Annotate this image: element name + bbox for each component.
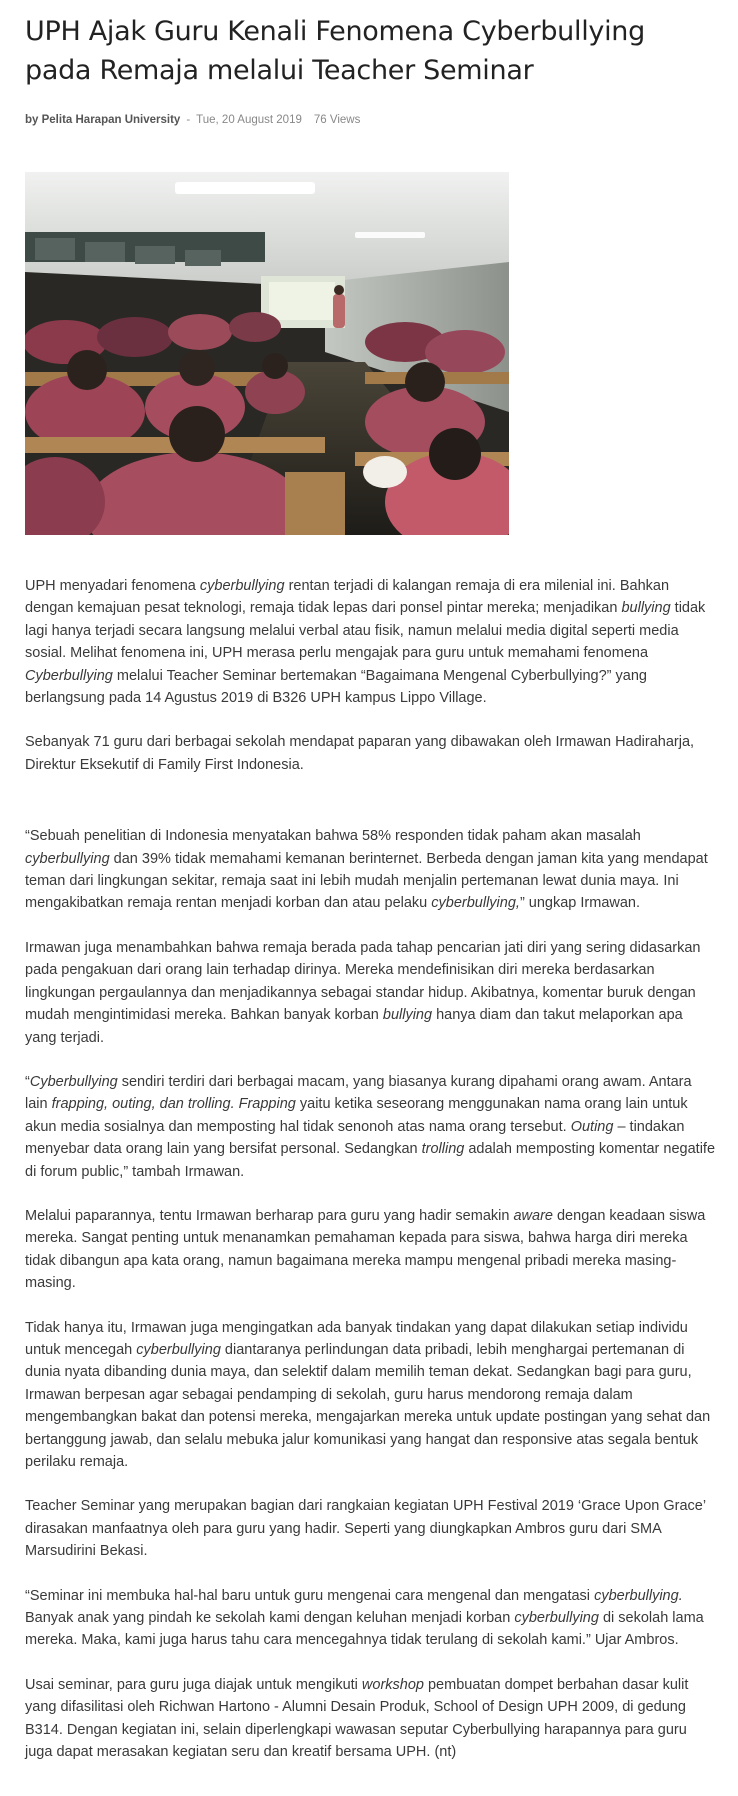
article-body (25, 575, 717, 1763)
paragraph: Teacher Seminar yang merupakan bagian dari rangkaian kegiatan UPH Festival 2019 ‘Grace Upon Grace’ dirasakan manfaatnya oleh para guru yang hadir. Seperti yang diungkapkan Ambros guru dari SMA Marsudirini Bekasi. (25, 1498, 706, 1560)
paragraph: “Sebuah penelitian di Indonesia menyatakan bahwa 58% responden tidak paham akan masalah cyberbullying dan 39% tidak memahami kemanan berinternet. Berbeda dengan jaman kita yang mendapat teman dari lingkungan sekitar, remaja saat ini lebih mudah menjalin pertemanan lewat dunia maya. Ini mengakibatkan remaja rentan menjadi korban dan atau pelaku cyberbullying,” ungkap Irmawan. (25, 828, 708, 912)
paragraph: Tidak hanya itu, Irmawan juga mengingatkan ada banyak tindakan yang dapat dilakukan setiap individu untuk mencegah cyberbullying diantaranya perlindungan data pribadi, lebih menghargai pertemanan di dunia nyata dibanding dunia maya, dan selektif dalam memilih teman dekat. Sedangkan bagi para guru, Irmawan berpesan agar sebagai pendamping di sekolah, guru harus mendorong remaja dalam mengembangkan bakat dan potensi mereka, mengajarkan mereka untuk update postingan yang sehat dan bertanggung jawab, dan selalu mebuka jalur komunikasi yang hangat dan responsive atas segala bentuk perilaku remaja. (25, 1319, 711, 1470)
publish-date: Tue, 20 August 2019 (196, 114, 302, 126)
article-title: UPH Ajak Guru Kenali Fenomena Cyberbullying pada Remaja melalui Teacher Seminar (25, 16, 645, 86)
paragraph: Melalui paparannya, tentu Irmawan berharap para guru yang hadir semakin aware dengan keadaan siswa mereka. Sangat penting untuk menanamkan pemahaman kepada para siswa, bahwa harga diri mereka tidak dibangun apa kata orang, namun bagaimana mereka mampu mengenal pribadi mereka masing-masing. (25, 1207, 706, 1292)
paragraph: “Seminar ini membuka hal-hal baru untuk guru mengenai cara mengenal dan mengatasi cyberbullying. Banyak anak yang pindah ke sekolah kami dengan keluhan menjadi korban cyberbullying di sekolah lama mereka. Maka, kami juga harus tahu cara mencegahnya tidak terulang di sekolah kami.” Ujar Ambros. (25, 1587, 704, 1649)
view-count: 76 Views (313, 114, 361, 126)
paragraph: Usai seminar, para guru juga diajak untuk mengikuti workshop pembuatan dompet berbahan dasar kulit yang difasilitasi oleh Richwan Hartono - Alumni Desain Produk, School of Design UPH 2009, di gedung B314. Dengan kegiatan ini, selain diperlengkapi wawasan seputar Cyberbullying harapannya para guru juga dapat merasakan kegiatan seru dan kreatif bersama UPH. (nt) (25, 1676, 689, 1761)
author-link[interactable]: by Pelita Harapan University (25, 114, 181, 126)
paragraph: Irmawan juga menambahkan bahwa remaja berada pada tahap pencarian jati diri yang sering didasarkan pada pengakuan dari orang lain terhadap dirinya. Mereka mendefinisikan diri mereka berdasarkan lingkungan pergaulannya dan menjadikannya sebagai standar hidup. Akibatnya, komentar buruk dengan mudah mengintimidasi mereka. Bahkan banyak korban bullying hanya diam dan takut melaporkan apa yang terjadi. (25, 939, 701, 1046)
paragraph: “Cyberbullying sendiri terdiri dari berbagai macam, yang biasanya kurang dipahami orang awam. Antara lain frapping, outing, dan trolling. Frapping yaitu ketika seseorang menggunakan nama orang lain untuk akun media sosialnya dan memposting hal tidak senonoh atas nama orang tersebut. Outing – tindakan menyebar data orang lain yang bersifat personal. Sedangkan trolling adalah memposting komentar negatife di forum public,” tambah Irmawan. (25, 1073, 716, 1180)
meta-separator: - (186, 114, 191, 126)
paragraph: UPH menyadari fenomena cyberbullying rentan terjadi di kalangan remaja di era milenial ini. Bahkan dengan kemajuan pesat teknologi, remaja tidak lepas dari ponsel pintar mereka; menjadikan bullying tidak lagi hanya terjadi secara langsung melalui verbal atau fisik, namun melalui media digital seperti media sosial. Melihat fenomena ini, UPH merasa perlu mengajak para guru untuk memahami fenomena Cyberbullying melalui Teacher Seminar bertemakan “Bagaimana Mengenal Cyberbullying?” yang berlangsung pada 14 Agustus 2019 di B326 UPH kampus Lippo Village. (25, 578, 706, 707)
paragraph: Sebanyak 71 guru dari berbagai sekolah mendapat paparan yang dibawakan oleh Irmawan Hadiraharja, Direktur Eksekutif di Family First Indonesia. (25, 734, 695, 773)
article-meta (25, 112, 715, 128)
seminar-photo (25, 172, 509, 535)
article (25, 0, 715, 1785)
